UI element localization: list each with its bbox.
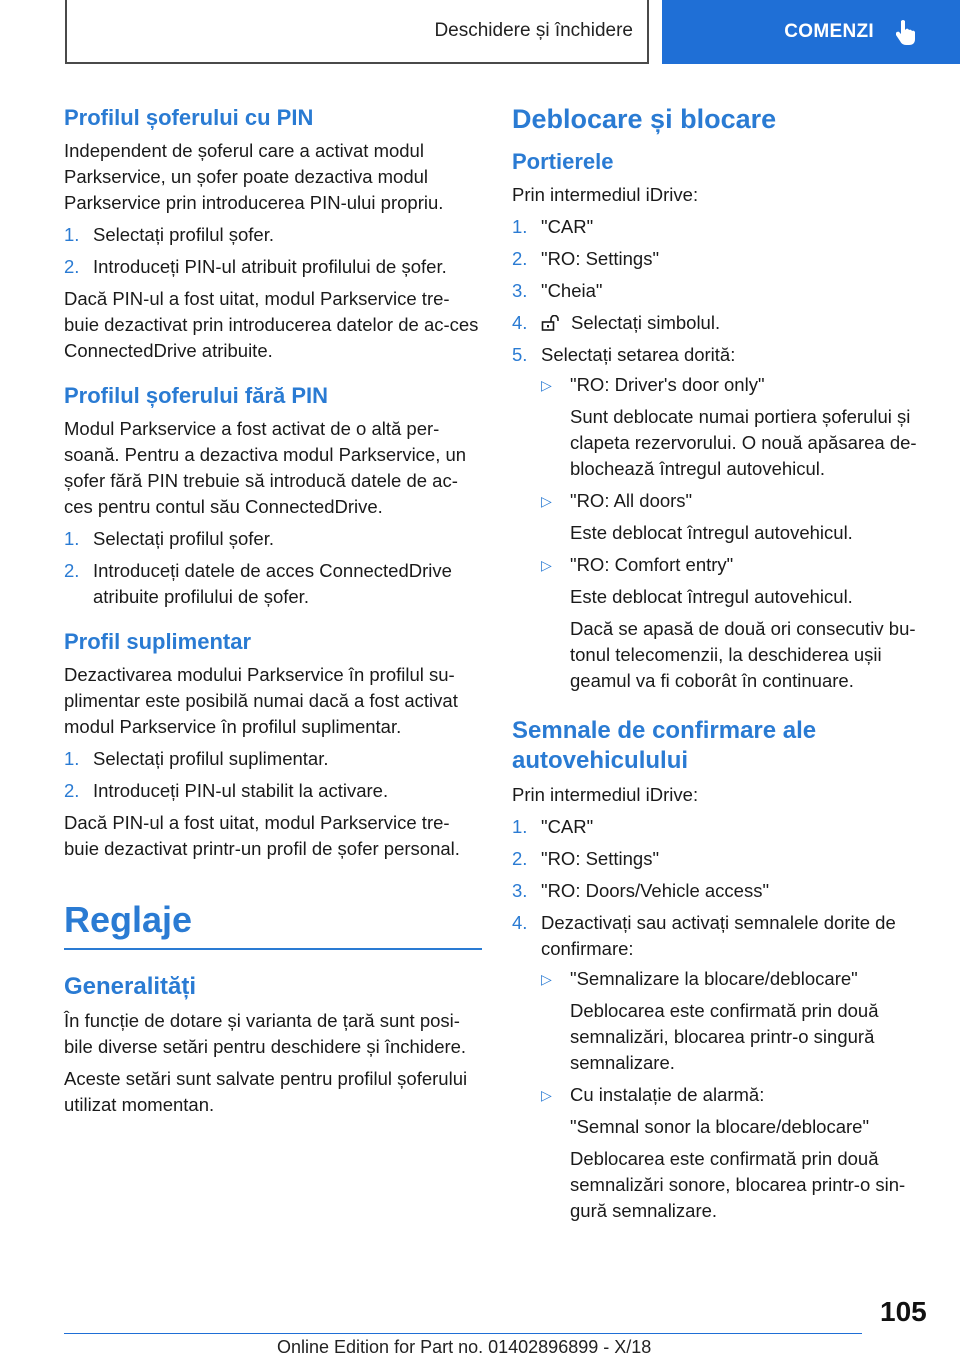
options-list [541,372,932,694]
list-item [512,278,932,304]
right-column [512,100,932,1230]
heading-unlock-lock: Deblocare și blocare [512,104,777,134]
heading-additional-profile: Profil suplimentar [64,629,252,654]
step-number: 2. [64,780,80,801]
triangle-bullet-icon: ▷ [541,493,552,509]
option-description: Deblocarea este confirmată prin două semnalizări sonore, blocarea printr-o sin‐gură semnalizare. [570,1148,906,1221]
step-text: Selectați profilul șofer. [93,528,274,549]
footer-divider [64,1333,862,1334]
list-item [64,778,482,804]
list-item [512,310,932,336]
option-description: Deblocarea este confirmată prin două semnalizări, blocarea printr-o singură semnalizare. [570,1000,879,1073]
paragraph: Aceste setări sunt salvate pentru profilul șoferului utilizat momentan. [64,1068,468,1115]
option-description: Este deblocat întregul autovehicul. [570,522,853,543]
page-number: 105 [880,1296,927,1327]
heading-doors: Portierele [512,149,614,174]
paragraph: Dacă PIN-ul a fost uitat, modul Parkservice tre‐buie dezactivat prin introducerea datelor de ac‐ces ConnectedDrive atribuite. [64,288,479,361]
option-item [541,1082,932,1108]
heading-confirmation-signals: Semnale de confirmare ale autovehiculului [512,717,817,774]
steps-list [64,746,482,804]
heading-driver-profile-pin: Profilul șoferului cu PIN [64,105,314,130]
options-list [541,966,932,1224]
list-item [64,254,482,280]
option-item [541,966,932,992]
paragraph: Prin intermediul iDrive: [512,784,699,805]
paragraph: Dacă PIN-ul a fost uitat, modul Parkservice tre‐buie dezactivat printr-un profil de șofer personal. [64,812,460,859]
option-description: "Semnal sonor la blocare/deblocare" [570,1116,870,1137]
step-number: 2. [512,848,528,869]
step-text: Selectați simbolul. [571,312,721,333]
step-text: Introduceți PIN-ul stabilit la activare. [93,780,389,801]
step-text: "RO: Doors/Vehicle access" [541,880,770,901]
paragraph: Prin intermediul iDrive: [512,184,699,205]
steps-list [64,222,482,280]
step-number: 5. [512,344,528,365]
step-number: 2. [64,256,80,277]
step-text: Selectați setarea dorită: [541,344,736,365]
step-number: 1. [64,528,80,549]
unlocked-padlock-icon [541,315,561,331]
option-label: "RO: All doors" [570,490,693,511]
step-number: 1. [64,748,80,769]
paragraph: Modul Parkservice a fost activat de o altă per‐soană. Pentru a dezactiva modul Parkservice, un șofer fără PIN trebuie să introducă datele de ac‐ces pentru contul său ConnectedDrive. [64,418,467,517]
option-label: "Semnalizare la blocare/deblocare" [570,968,858,989]
step-text: Introduceți PIN-ul atribuit profilului de șofer. [93,256,447,277]
option-item [541,372,932,398]
list-item [64,222,482,248]
triangle-bullet-icon: ▷ [541,971,552,987]
triangle-bullet-icon: ▷ [541,1087,552,1103]
heading-general: Generalități [64,973,197,1000]
heading-driver-profile-no-pin: Profilul șoferului fără PIN [64,383,329,408]
chapter-tab[interactable] [662,0,960,64]
option-description: Sunt deblocate numai portiera șoferului și clapeta rezervorului. O nouă apăsarea de‐blochează întregul autovehicul. [570,406,917,479]
step-number: 4. [512,312,528,333]
option-label: "RO: Comfort entry" [570,554,734,575]
list-item [64,558,482,610]
section-header [65,0,649,64]
triangle-bullet-icon: ▷ [541,377,552,393]
step-text: "RO: Settings" [541,248,660,269]
footer-edition: Online Edition for Part no. 01402896899 - X/18 [277,1337,652,1357]
option-label: Cu instalație de alarmă: [570,1084,765,1105]
paragraph: În funcție de dotare și varianta de țară sunt posi‐bile diverse setări pentru deschidere și închidere. [64,1010,467,1057]
list-item [512,246,932,272]
chapter-tab-label: COMENZI [784,21,874,42]
section-title: Deschidere și închidere [434,20,633,41]
list-item [512,846,932,872]
step-number: 3. [512,880,528,901]
step-number: 2. [512,248,528,269]
triangle-bullet-icon: ▷ [541,557,552,573]
step-number: 2. [64,560,80,581]
steps-list [512,814,932,1224]
step-text: Selectați profilul suplimentar. [93,748,329,769]
step-text: "CAR" [541,816,594,837]
list-item [64,526,482,552]
option-description: Dacă se apasă de două ori consecutiv bu‐tonul telecomenzii, la deschiderea ușii geamul va fi coborât în continuare. [570,618,916,691]
list-item [64,746,482,772]
step-number: 3. [512,280,528,301]
step-text: Introduceți datele de acces ConnectedDrive atribuite profilului de șofer. [93,560,452,607]
step-number: 1. [64,224,80,245]
option-item [541,488,932,514]
list-item [512,814,932,840]
step-number: 1. [512,216,528,237]
step-text: "Cheia" [541,280,603,301]
steps-list [64,526,482,610]
list-item [512,910,932,1224]
option-label: "RO: Driver's door only" [570,374,765,395]
step-number: 4. [512,912,528,933]
left-column [64,100,482,1124]
steps-list [512,214,932,694]
paragraph: Dezactivarea modului Parkservice în profilul su‐plimentar este posibilă numai dacă a fost activat modul Parkservice în profilul suplimentar. [64,664,458,737]
step-number: 1. [512,816,528,837]
list-item [512,878,932,904]
pointing-hand-icon [896,19,918,45]
step-text: Selectați profilul șofer. [93,224,274,245]
chapter-title: Reglaje [64,898,482,950]
paragraph: Independent de șoferul care a activat modul Parkservice, un șofer poate dezactiva modul Parkservice prin introducerea PIN-ului propriu. [64,140,444,213]
step-text: Dezactivați sau activați semnalele dorite de confirmare: [541,912,896,959]
list-item [512,342,932,694]
option-item [541,552,932,578]
step-text: "CAR" [541,216,594,237]
option-description: Este deblocat întregul autovehicul. [570,586,853,607]
step-text: "RO: Settings" [541,848,660,869]
list-item [512,214,932,240]
